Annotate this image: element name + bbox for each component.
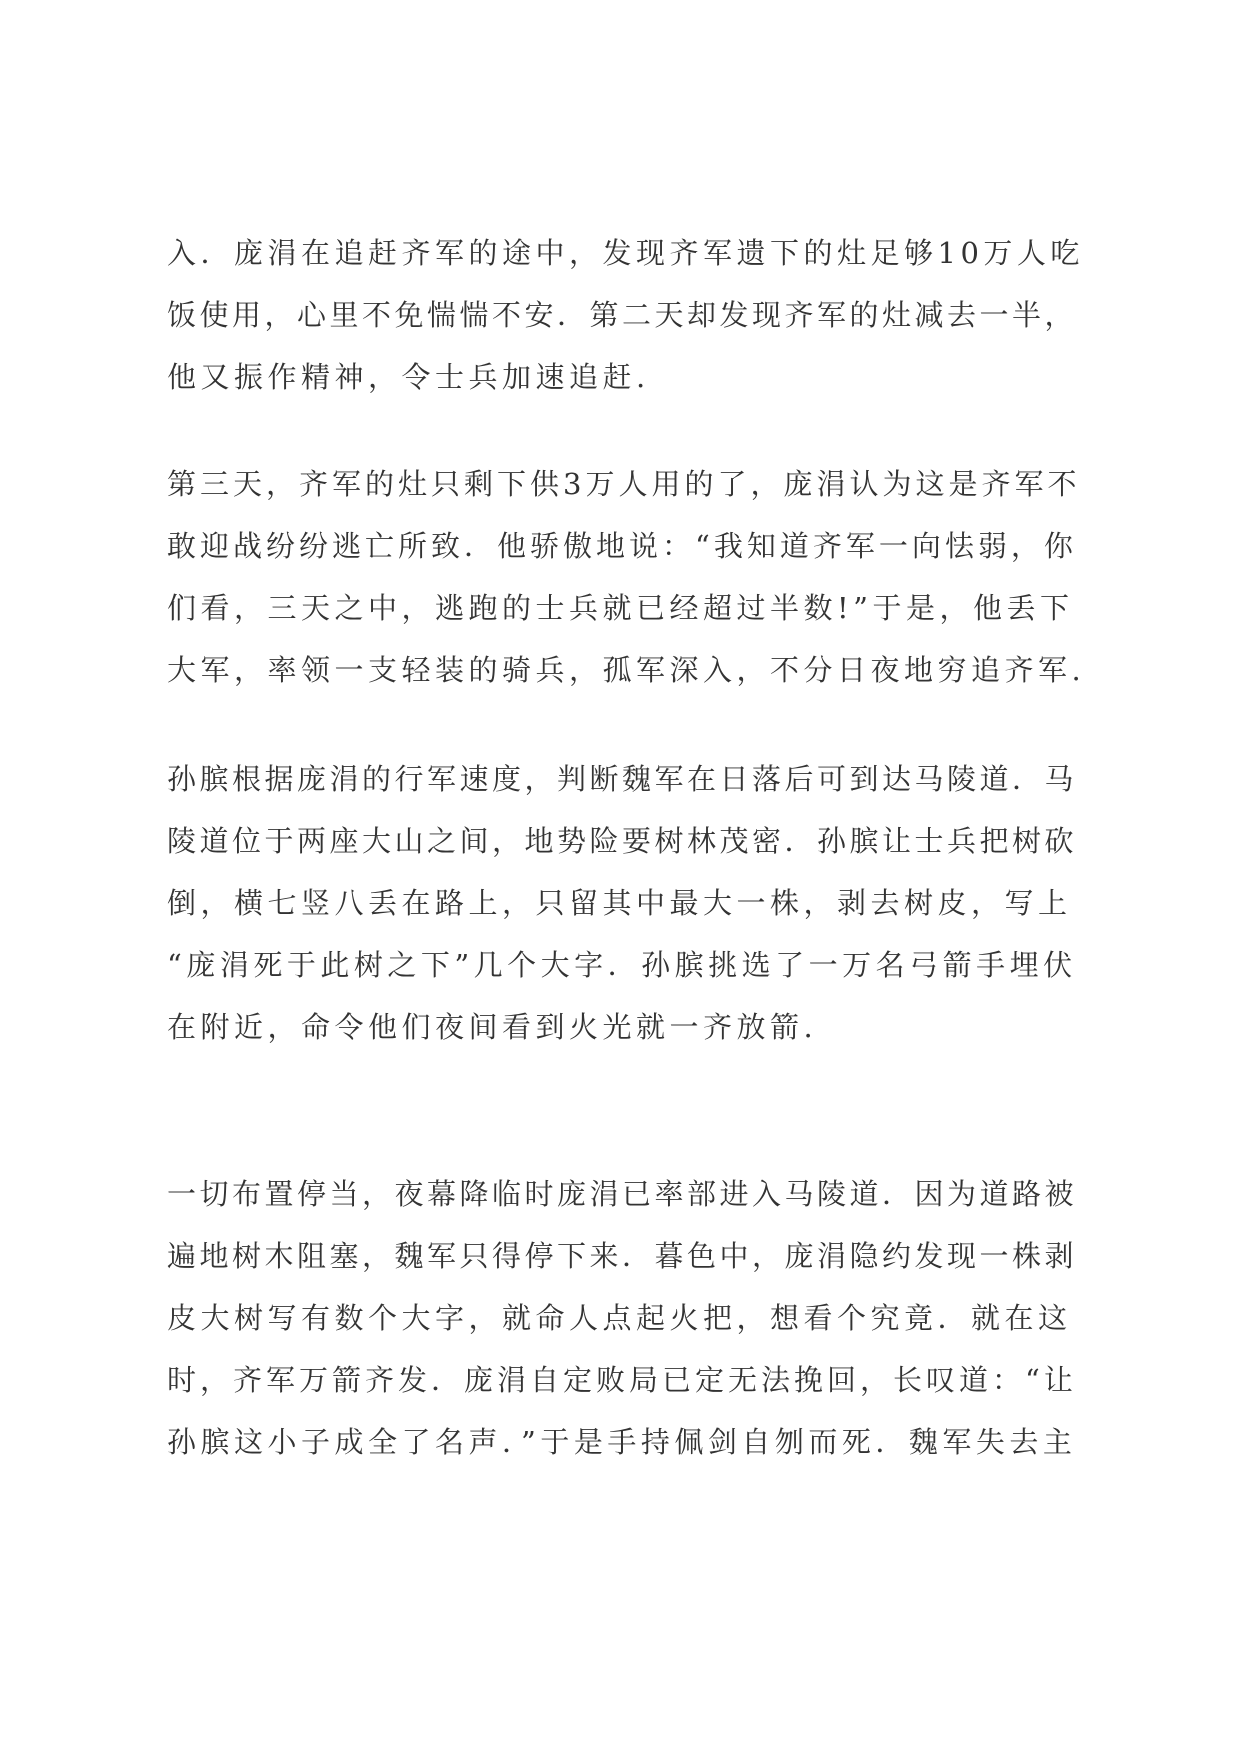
text-line: 遍地树木阻塞，魏军只得停下来．暮色中，庞涓隐约发现一株剥 [167,1239,1078,1273]
text-line: 陵道位于两座大山之间，地势险要树林茂密．孙膑让士兵把树砍 [167,824,1078,858]
text-line: “庞涓死于此树之下”几个大字．孙膑挑选了一万名弓箭手埋伏 [167,948,1077,982]
text-line: 敢迎战纷纷逃亡所致．他骄傲地说：“我知道齐军一向怯弱，你 [167,529,1077,563]
text-line: 一切布置停当，夜幕降临时庞涓已率部进入马陵道．因为道路被 [167,1177,1078,1211]
text-line: 第三天，齐军的灶只剩下供3万人用的了，庞涓认为这是齐军不 [167,467,1081,501]
text-line: 他又振作精神，令士兵加速追赶. [167,360,650,394]
paragraph-4 [167,1163,1087,1473]
text-line: 孙膑这小子成全了名声．”于是手持佩剑自刎而死．魏军失去主 [167,1425,1077,1459]
text-line: 在附近，命令他们夜间看到火光就一齐放箭. [167,1010,818,1044]
text-line: 倒，横七竖八丢在路上，只留其中最大一株，剥去树皮，写上 [167,886,1072,920]
text-line: 孙膑根据庞涓的行军速度，判断魏军在日落后可到达马陵道．马 [167,762,1078,796]
text-line: 饭使用，心里不免惴惴不安．第二天却发现齐军的灶减去一半， [167,298,1078,332]
paragraph-1 [167,222,1087,408]
paragraph-2 [167,453,1087,701]
text-line: 们看，三天之中，逃跑的士兵就已经超过半数!”于是，他丢下 [167,591,1074,625]
text-line: 入．庞涓在追赶齐军的途中，发现齐军遗下的灶足够10万人吃 [167,236,1084,270]
text-line: 时，齐军万箭齐发．庞涓自定败局已定无法挽回，长叹道：“让 [167,1363,1077,1397]
paragraph-3 [167,748,1087,1058]
text-line: 皮大树写有数个大字，就命人点起火把，想看个究竟．就在这 [167,1301,1072,1335]
text-line: 大军，率领一支轻装的骑兵，孤军深入，不分日夜地穷追齐军. [167,653,1086,687]
